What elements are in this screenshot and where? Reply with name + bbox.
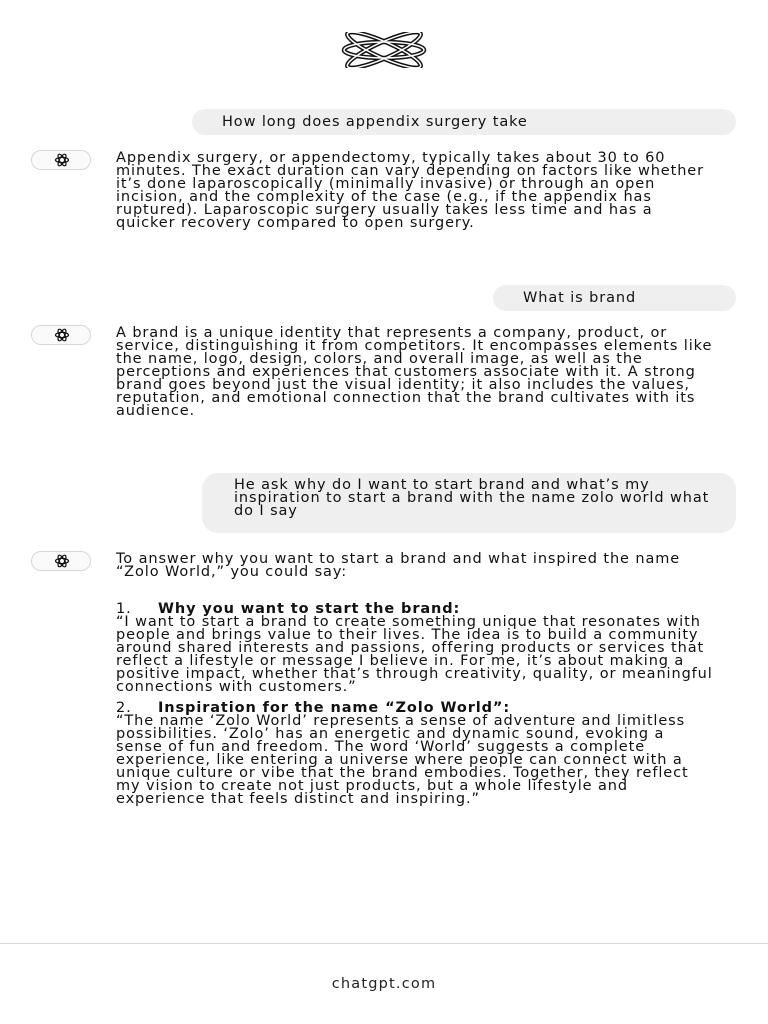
user-message-text: He ask why do I want to start brand and what’s my inspiration to start a brand with the name zolo world what do I say (234, 477, 710, 519)
assistant-message: A brand is a unique identity that represents a company, product, or service, distinguishing it from competitors. It encompasses elements like the name, logo, design, colors, and overall image, as well as the perceptions and experiences that customers associate with it. A strong brand goes beyond just the visual identity; it also includes the values, reputation, and emotional connection that the brand cultivates with its audience. (116, 325, 713, 419)
user-message (192, 109, 736, 135)
list-body: “The name ‘Zolo World’ represents a sense of adventure and limitless possibilities. ‘Zolo’ has an energetic and dynamic sound, evoking a sense of fun and freedom. The word ‘World’ suggests a complete experience, like entering a universe where people can connect with a unique culture or vibe that the brand embodies. Together, they reflect my vision to create not just products, but a whole lifestyle and experience that feels distinct and inspiring.” (116, 713, 689, 807)
openai-logo-icon (332, 32, 436, 68)
openai-logo-icon (54, 554, 70, 568)
footer-divider (0, 943, 768, 944)
assistant-avatar (31, 150, 91, 170)
user-message (202, 473, 736, 533)
list-body: “I want to start a brand to create something unique that resonates with people and brings value to their lives. The idea is to build a community around shared interests and passions, offering products or services that reflect a lifestyle or message I believe in. For me, it’s about making a positive impact, whether that’s through creativity, quality, or meaningful connections with customers.” (116, 614, 713, 695)
openai-logo-icon (54, 153, 70, 167)
site-domain[interactable]: chatgpt.com (331, 976, 437, 992)
user-message-text: How long does appendix surgery take (222, 114, 528, 130)
assistant-message (116, 553, 716, 806)
assistant-avatar (31, 551, 91, 571)
answer-intro: To answer why you want to start a brand and what inspired the name “Zolo World,” you could say: (116, 551, 681, 580)
openai-logo-icon (54, 328, 70, 342)
list-number: 1. (116, 601, 132, 617)
list-heading: Inspiration for the name “Zolo World”: (158, 700, 511, 716)
assistant-avatar (31, 325, 91, 345)
user-message (493, 285, 736, 311)
user-message-text: What is brand (523, 290, 637, 306)
assistant-message: Appendix surgery, or appendectomy, typically takes about 30 to 60 minutes. The exact duration can vary depending on factors like whether it’s done laparoscopically (minimally invasive) or through an open incision, and the complexity of the case (e.g., if the appendix has ruptured). Laparoscopic surgery usually takes less time and has a quicker recovery compared to open surgery. (116, 150, 704, 231)
list-heading: Why you want to start the brand: (158, 601, 461, 617)
list-number: 2. (116, 700, 132, 716)
